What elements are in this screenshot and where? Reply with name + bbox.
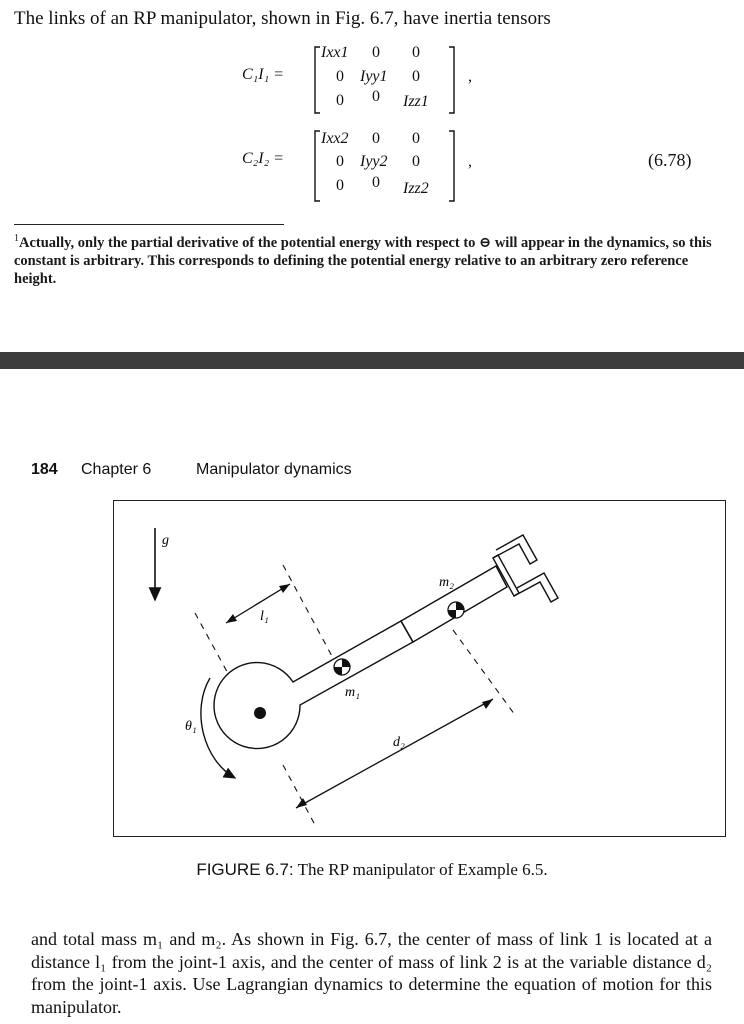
section-title: Manipulator dynamics bbox=[196, 461, 352, 478]
rp-manipulator-diagram bbox=[113, 500, 726, 837]
joint-1-axis bbox=[254, 707, 266, 719]
equation-1-lhs: C₁I₁ = bbox=[242, 66, 284, 83]
matrix-1-cell: 0 bbox=[336, 68, 344, 85]
page-separator bbox=[0, 352, 744, 369]
matrix-1-cell: 0 bbox=[336, 92, 344, 109]
matrix-1-cell: 0 bbox=[372, 44, 380, 61]
gravity-label: g bbox=[162, 533, 169, 548]
matrix-2-cell: 0 bbox=[372, 174, 380, 191]
chapter-label: Chapter 6 bbox=[81, 461, 152, 478]
link-1 bbox=[214, 621, 413, 749]
gripper bbox=[493, 535, 558, 602]
footnote-rule bbox=[14, 224, 284, 225]
m2-label: m₂ bbox=[439, 575, 454, 590]
m1-label: m₁ bbox=[345, 685, 360, 700]
equation-2-lhs: C₂I₂ = bbox=[242, 150, 284, 167]
matrix-1-cell: Izz1 bbox=[403, 93, 429, 110]
l1-label: l₁ bbox=[260, 609, 269, 624]
figure-caption-prefix: FIGURE 6.7: bbox=[196, 860, 294, 879]
intro-text: The links of an RP manipulator, shown in Fig. 6.7, have inertia tensors bbox=[14, 8, 551, 29]
matrix-2-cell: 0 bbox=[372, 130, 380, 147]
m1-center-of-mass-icon bbox=[334, 659, 350, 675]
equation-1-comma: , bbox=[468, 68, 472, 85]
matrix-2-cell: Iyy2 bbox=[360, 153, 388, 170]
theta1-label: θ₁ bbox=[185, 719, 197, 734]
footnote bbox=[14, 230, 730, 288]
footnote-text: Actually, only the partial derivative of the potential energy with respect to ⊖ will appear in the dynamics, so this constant is arbitrary. This corresponds to defining the potential energy relative to an arbitrary zero reference height. bbox=[14, 234, 712, 287]
m2-center-of-mass-icon bbox=[448, 602, 464, 618]
equation-2-comma: , bbox=[468, 153, 472, 170]
d2-dimension-line bbox=[296, 699, 493, 808]
page-number: 184 bbox=[31, 461, 58, 478]
d2-label: d₂ bbox=[393, 735, 405, 750]
matrix-2-cell: 0 bbox=[336, 153, 344, 170]
matrix-2-cell: 0 bbox=[412, 130, 420, 147]
equation-number: (6.78) bbox=[648, 150, 692, 170]
figure-caption-text: The RP manipulator of Example 6.5. bbox=[293, 860, 548, 879]
matrix-1-cell: Iyy1 bbox=[360, 68, 388, 85]
matrix-1-cell: Ixx1 bbox=[321, 44, 349, 61]
matrix-2-cell: 0 bbox=[412, 153, 420, 170]
matrix-1-cell: 0 bbox=[412, 68, 420, 85]
body-paragraph: and total mass m₁ and m₂. As shown in Fig. 6.7, the center of mass of link 1 is located at a distance l₁ from the joint-1 axis, and the center of mass of link 2 is at the variable distance d₂ from the joint-1 axis. Use Lagrangian dynamics to determine the equation of motion for this manipulator. bbox=[31, 929, 712, 1017]
l1-dimension-line bbox=[226, 584, 290, 623]
matrix-2-cell: Izz2 bbox=[403, 180, 429, 197]
matrix-1-cell: 0 bbox=[372, 88, 380, 105]
matrix-2-cell: Ixx2 bbox=[321, 130, 349, 147]
matrix-1-cell: 0 bbox=[412, 44, 420, 61]
matrix-2-cell: 0 bbox=[336, 177, 344, 194]
figure-caption bbox=[0, 860, 744, 880]
footnote-marker: 1 bbox=[14, 233, 19, 244]
